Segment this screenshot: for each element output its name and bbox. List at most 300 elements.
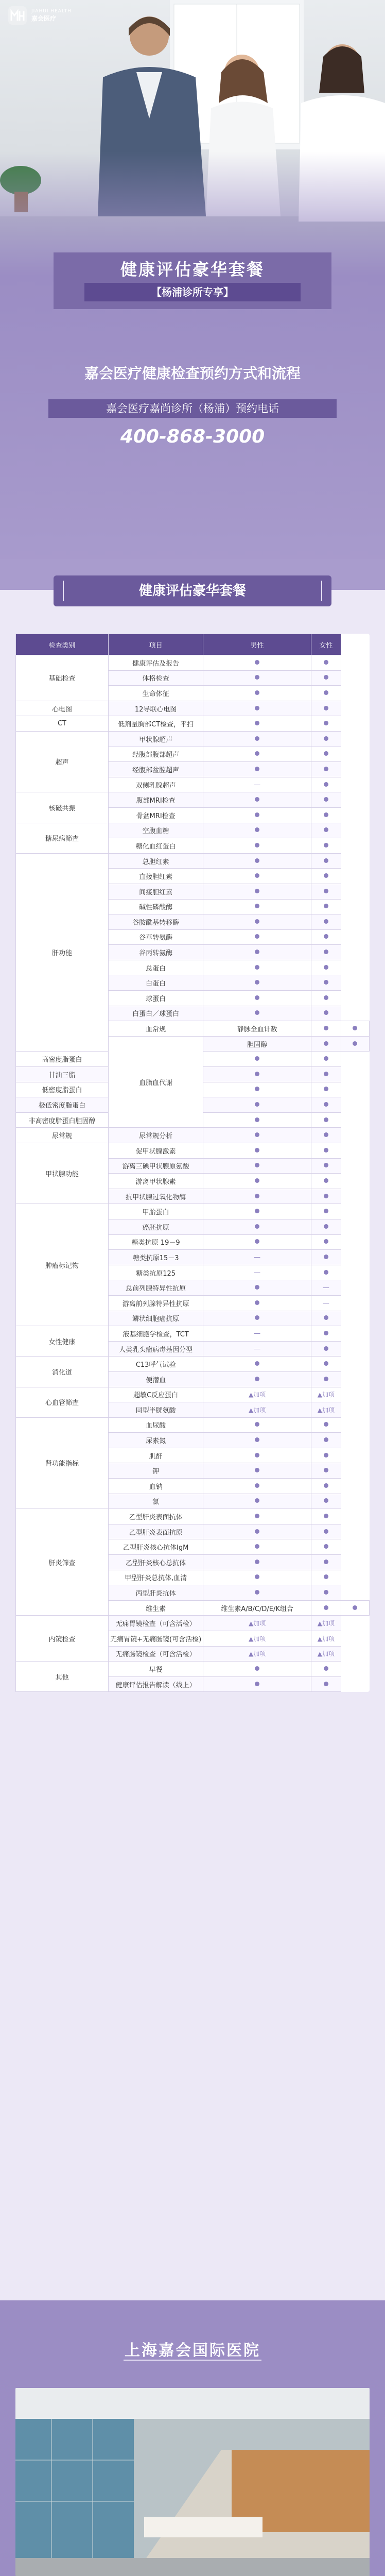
included-dot-icon	[324, 1666, 328, 1671]
table-row	[16, 731, 370, 747]
item-cell: 体格检查	[108, 670, 203, 686]
included-dot-icon	[324, 1437, 328, 1442]
item-cell: 早餐	[108, 1662, 203, 1677]
item-cell: 丙型肝炎抗体	[108, 1585, 203, 1601]
item-cell: 促甲状腺激素	[108, 1143, 203, 1159]
female-cell	[311, 1631, 341, 1647]
included-dot-icon	[324, 1346, 328, 1351]
item-cell: 抗甲状腺过氧化物酶	[108, 1189, 203, 1204]
female-cell	[311, 731, 341, 747]
item-cell: 乙型肝炎表面抗原	[108, 1524, 203, 1539]
item-cell: 经腹部盆腔超声	[108, 762, 203, 777]
included-dot-icon	[255, 1453, 259, 1458]
included-dot-icon	[324, 1270, 328, 1275]
category-cell: 维生素	[108, 1600, 203, 1616]
female-cell	[311, 1570, 341, 1585]
included-dot-icon	[324, 1010, 328, 1015]
category-cell: 肝功能	[16, 853, 109, 1052]
item-cell: 游离前列腺特异性抗原	[108, 1295, 203, 1311]
item-cell: 低剂量胸部CT检查，平扫	[108, 716, 203, 732]
item-cell: 无痛肠镜检查（可含活检）	[108, 1646, 203, 1662]
item-cell: 空腹血糖	[108, 823, 203, 838]
included-dot-icon	[324, 1453, 328, 1458]
male-cell	[203, 838, 311, 854]
category-cell: 血脂血代谢	[108, 1036, 203, 1128]
female-cell	[311, 1311, 341, 1326]
male-cell	[203, 1463, 311, 1479]
included-dot-icon	[255, 1529, 259, 1534]
male-cell	[203, 853, 311, 869]
included-dot-icon	[255, 1544, 259, 1549]
female-cell	[311, 1234, 341, 1250]
female-cell	[311, 914, 341, 930]
female-cell	[311, 1676, 341, 1692]
included-dot-icon	[255, 950, 259, 954]
included-dot-icon	[324, 1255, 328, 1259]
included-dot-icon	[324, 843, 328, 848]
included-dot-icon	[255, 1132, 259, 1137]
table-row	[16, 716, 370, 732]
male-cell	[203, 914, 311, 930]
male-cell	[203, 945, 311, 960]
male-cell	[203, 1676, 311, 1692]
female-cell	[311, 869, 341, 884]
male-cell	[203, 1433, 311, 1448]
header-item: 项目	[108, 634, 203, 655]
included-dot-icon	[324, 1117, 328, 1122]
male-cell	[203, 1341, 311, 1357]
included-dot-icon	[324, 782, 328, 787]
included-dot-icon	[324, 919, 328, 924]
not-included-dash-icon: —	[254, 1345, 261, 1353]
male-cell	[203, 747, 311, 762]
included-dot-icon	[324, 1041, 328, 1046]
included-dot-icon	[255, 995, 259, 1000]
included-dot-icon	[324, 751, 328, 756]
included-dot-icon	[255, 1300, 259, 1305]
item-cell: 健康评估报告解读（线上）	[108, 1676, 203, 1692]
package-table-body	[16, 655, 370, 1692]
included-dot-icon	[255, 1285, 259, 1290]
female-cell	[311, 1539, 341, 1555]
female-cell	[311, 1448, 341, 1463]
male-cell	[203, 1143, 311, 1159]
included-dot-icon	[324, 873, 328, 878]
male-cell	[203, 1280, 311, 1296]
female-cell	[311, 716, 341, 732]
male-cell	[203, 1417, 311, 1433]
included-dot-icon	[255, 721, 259, 725]
female-cell	[311, 777, 341, 792]
included-dot-icon	[324, 889, 328, 893]
item-cell: 无痛胃镜检查（可含活检）	[108, 1616, 203, 1631]
not-included-dash-icon: —	[322, 1299, 329, 1307]
included-dot-icon	[255, 1178, 259, 1183]
male-cell	[203, 1585, 311, 1601]
male-cell	[203, 1539, 311, 1555]
item-cell: 氯	[108, 1494, 203, 1509]
female-cell	[311, 747, 341, 762]
male-cell	[203, 686, 311, 701]
included-dot-icon	[324, 706, 328, 710]
not-included-dash-icon: —	[254, 1329, 261, 1337]
female-cell	[311, 1662, 341, 1677]
included-dot-icon	[255, 736, 259, 741]
item-cell: 游离三碘甲状腺原氨酸	[108, 1158, 203, 1174]
item-cell: 经腹部腹部超声	[108, 747, 203, 762]
male-cell	[203, 1189, 311, 1204]
female-cell	[311, 1585, 341, 1601]
included-dot-icon	[324, 1483, 328, 1488]
female-cell	[311, 762, 341, 777]
category-cell: 肝炎筛查	[16, 1509, 109, 1616]
included-dot-icon	[255, 1209, 259, 1213]
hospital-photo-lobby	[15, 2388, 370, 2576]
table-row	[16, 1128, 370, 1143]
included-dot-icon	[324, 675, 328, 680]
included-dot-icon	[324, 1498, 328, 1503]
male-cell	[203, 975, 311, 991]
category-cell: CT	[16, 716, 109, 732]
item-cell: 人类乳头瘤病毒基因分型	[108, 1341, 203, 1357]
included-dot-icon	[255, 1590, 259, 1595]
category-cell: 女性健康	[16, 1326, 109, 1357]
add-on-label: ▲加项	[248, 1406, 266, 1414]
item-cell: 骨盆MRI检查	[108, 807, 203, 823]
included-dot-icon	[324, 721, 328, 725]
included-dot-icon	[324, 934, 328, 939]
male-cell	[203, 1402, 311, 1418]
item-cell: 双侧乳腺超声	[108, 777, 203, 792]
female-cell	[311, 1646, 341, 1662]
included-dot-icon	[255, 1361, 259, 1366]
not-included-dash-icon: —	[254, 781, 261, 789]
female-cell	[311, 991, 341, 1006]
table-row	[16, 1616, 370, 1631]
female-cell	[311, 1280, 341, 1296]
item-cell: 尿常规分析	[108, 1128, 203, 1143]
not-included-dash-icon: —	[254, 1268, 261, 1277]
included-dot-icon	[255, 1010, 259, 1015]
included-dot-icon	[324, 1072, 328, 1076]
included-dot-icon	[324, 1163, 328, 1167]
item-cell: 总蛋白	[108, 960, 203, 975]
female-cell	[311, 1082, 341, 1097]
add-on-label: ▲加项	[317, 1635, 335, 1642]
male-cell	[203, 777, 311, 792]
male-cell	[203, 1357, 311, 1372]
male-cell	[203, 823, 311, 838]
header-category: 检查类别	[16, 634, 109, 655]
male-cell	[203, 1250, 311, 1265]
item-cell: 维生素A/B/C/D/E/K组合	[203, 1600, 311, 1616]
category-cell: 血常规	[108, 1021, 203, 1037]
hero-title: 健康评估豪华套餐	[120, 260, 265, 279]
category-cell: 超声	[16, 731, 109, 792]
item-cell: 甘油三脂	[16, 1067, 109, 1082]
male-cell	[203, 1097, 311, 1113]
male-cell	[203, 899, 311, 914]
category-cell: 肾功能指标	[16, 1417, 109, 1509]
table-row	[16, 1326, 370, 1342]
item-cell: 白蛋白／球蛋白	[108, 1006, 203, 1021]
item-cell: 12导联心电图	[108, 701, 203, 716]
included-dot-icon	[255, 1422, 259, 1427]
item-cell: 乙型肝炎核心总抗体	[108, 1555, 203, 1570]
included-dot-icon	[324, 1422, 328, 1427]
female-cell	[311, 884, 341, 899]
female-cell	[311, 1143, 341, 1159]
item-cell: 甲胎蛋白	[108, 1204, 203, 1219]
booking-heading: 嘉会医疗健康检查预约方式和流程	[84, 365, 301, 382]
included-dot-icon	[255, 1498, 259, 1503]
male-cell	[203, 1570, 311, 1585]
table-row	[16, 823, 370, 838]
female-cell	[311, 1052, 341, 1067]
included-dot-icon	[255, 934, 259, 939]
male-cell	[203, 1067, 311, 1082]
female-cell	[311, 1341, 341, 1357]
included-dot-icon	[324, 1239, 328, 1244]
male-cell	[203, 1509, 311, 1524]
booking-line: 嘉会医疗嘉尚诊所（杨浦）预约电话	[48, 399, 337, 418]
male-cell	[203, 1158, 311, 1174]
female-cell	[311, 823, 341, 838]
included-dot-icon	[255, 1163, 259, 1167]
item-cell: 游离甲状腺素	[108, 1174, 203, 1189]
item-cell: 总前列腺特异性抗原	[108, 1280, 203, 1296]
logo-en: JIAHUI HEALTH	[31, 8, 72, 14]
item-cell: 糖类抗原15－3	[108, 1250, 203, 1265]
included-dot-icon	[324, 858, 328, 863]
table-row	[16, 1509, 370, 1524]
item-cell: 无痛胃镜+无痛肠镜(可含活检)	[108, 1631, 203, 1647]
male-cell	[203, 1204, 311, 1219]
item-cell: 低密度脂蛋白	[16, 1082, 109, 1097]
female-cell	[311, 1326, 341, 1342]
item-cell: 血钠	[108, 1479, 203, 1494]
booking-phone[interactable]: 400-868-3000	[120, 426, 265, 447]
package-table	[15, 634, 370, 1692]
female-cell	[311, 807, 341, 823]
female-cell	[311, 1295, 341, 1311]
female-cell	[311, 1479, 341, 1494]
item-cell: 直接胆红素	[108, 869, 203, 884]
male-cell	[203, 1448, 311, 1463]
included-dot-icon	[324, 1331, 328, 1335]
male-cell	[203, 1128, 311, 1143]
category-cell: 尿常规	[16, 1128, 109, 1143]
included-dot-icon	[324, 1468, 328, 1472]
included-dot-icon	[255, 904, 259, 908]
category-cell: 核磁共振	[16, 792, 109, 823]
female-cell	[311, 670, 341, 686]
category-cell: 心电图	[16, 701, 109, 716]
item-cell: 超敏C反应蛋白	[108, 1387, 203, 1402]
female-cell	[311, 1555, 341, 1570]
included-dot-icon	[324, 1056, 328, 1061]
female-cell	[311, 1174, 341, 1189]
included-dot-icon	[255, 1377, 259, 1381]
table-row	[16, 1357, 370, 1372]
female-cell	[311, 1433, 341, 1448]
female-cell	[311, 1006, 341, 1021]
table-row	[16, 1387, 370, 1402]
male-cell	[203, 731, 311, 747]
male-cell	[311, 1600, 341, 1616]
table-header-row	[16, 634, 370, 655]
male-cell	[203, 1631, 311, 1647]
female-cell	[311, 1371, 341, 1387]
table-row	[16, 1204, 370, 1219]
included-dot-icon	[255, 1072, 259, 1076]
table-row	[16, 1417, 370, 1433]
included-dot-icon	[353, 1041, 357, 1046]
category-cell: 内镜检查	[16, 1616, 109, 1662]
package-table-wrap	[15, 634, 370, 1692]
item-cell: 钾	[108, 1463, 203, 1479]
category-cell: 甲状腺功能	[16, 1143, 109, 1204]
included-dot-icon	[255, 1514, 259, 1518]
included-dot-icon	[324, 1026, 328, 1030]
male-cell	[203, 1616, 311, 1631]
table-row	[16, 1662, 370, 1677]
male-cell	[203, 1006, 311, 1021]
category-cell: 心血管筛查	[16, 1387, 109, 1417]
included-dot-icon	[255, 767, 259, 771]
included-dot-icon	[255, 1574, 259, 1579]
item-cell: 乙型肝炎核心抗体IgM	[108, 1539, 203, 1555]
female-cell	[311, 929, 341, 945]
male-cell	[203, 929, 311, 945]
item-cell: 生命体征	[108, 686, 203, 701]
item-cell: 谷丙转氨酶	[108, 945, 203, 960]
included-dot-icon	[255, 1056, 259, 1061]
included-dot-icon	[255, 1224, 259, 1229]
female-cell	[311, 945, 341, 960]
included-dot-icon	[324, 736, 328, 741]
male-cell	[203, 884, 311, 899]
included-dot-icon	[324, 690, 328, 695]
male-cell	[203, 1311, 311, 1326]
item-cell: 白蛋白	[108, 975, 203, 991]
item-cell: 液基细胞学检查，TCT	[108, 1326, 203, 1342]
appointment-band	[0, 260, 385, 590]
included-dot-icon	[324, 1102, 328, 1107]
add-on-label: ▲加项	[248, 1391, 266, 1399]
item-cell: 腹部MRI检查	[108, 792, 203, 808]
included-dot-icon	[255, 1682, 259, 1686]
male-cell	[203, 716, 311, 732]
male-cell	[203, 1646, 311, 1662]
female-cell	[311, 1250, 341, 1265]
included-dot-icon	[255, 1666, 259, 1671]
male-cell	[203, 1479, 311, 1494]
table-row	[16, 701, 370, 716]
table-row	[16, 1143, 370, 1159]
category-cell: 其他	[16, 1662, 109, 1692]
male-cell	[203, 807, 311, 823]
included-dot-icon	[255, 873, 259, 878]
item-cell: 鳞状细胞癌抗原	[108, 1311, 203, 1326]
female-cell	[311, 1067, 341, 1082]
category-cell: 基础检查	[16, 655, 109, 701]
item-cell: 甲型肝炎总抗体,血清	[108, 1570, 203, 1585]
male-cell	[311, 1036, 341, 1052]
add-on-label: ▲加项	[248, 1650, 266, 1658]
item-cell: 同型半胱氨酸	[108, 1402, 203, 1418]
included-dot-icon	[324, 1148, 328, 1153]
male-cell	[203, 762, 311, 777]
female-cell	[311, 1189, 341, 1204]
item-cell: 谷草转氨酶	[108, 929, 203, 945]
included-dot-icon	[324, 1132, 328, 1137]
item-cell: 甲状腺超声	[108, 731, 203, 747]
female-cell	[311, 1417, 341, 1433]
hero-subtitle: 【杨浦诊所专享】	[84, 283, 301, 301]
included-dot-icon	[255, 1560, 259, 1564]
included-dot-icon	[324, 995, 328, 1000]
female-cell	[311, 792, 341, 808]
male-cell	[203, 1387, 311, 1402]
included-dot-icon	[255, 980, 259, 985]
female-cell	[311, 1402, 341, 1418]
not-included-dash-icon: —	[322, 1284, 329, 1292]
male-cell	[203, 869, 311, 884]
included-dot-icon	[324, 660, 328, 665]
included-dot-icon	[324, 1361, 328, 1366]
item-cell: 静脉全血计数	[203, 1021, 311, 1037]
male-cell	[203, 1524, 311, 1539]
female-cell	[311, 1494, 341, 1509]
brand-logo-icon	[7, 5, 28, 26]
item-cell: 糖类抗原125	[108, 1265, 203, 1280]
female-cell	[311, 838, 341, 854]
included-dot-icon	[324, 950, 328, 954]
male-cell	[203, 1326, 311, 1342]
female-cell	[311, 701, 341, 716]
included-dot-icon	[255, 1194, 259, 1198]
item-cell: 肌酐	[108, 1448, 203, 1463]
category-cell: 消化道	[16, 1357, 109, 1387]
female-cell	[311, 1219, 341, 1234]
included-dot-icon	[255, 843, 259, 848]
add-on-label: ▲加项	[248, 1620, 266, 1628]
female-cell	[311, 1357, 341, 1372]
included-dot-icon	[324, 1682, 328, 1686]
female-cell	[311, 1112, 341, 1128]
logo-cn: 嘉会医疗	[31, 14, 57, 22]
included-dot-icon	[324, 1574, 328, 1579]
included-dot-icon	[324, 827, 328, 832]
male-cell	[203, 1555, 311, 1570]
hero-banner	[0, 0, 385, 276]
included-dot-icon	[255, 1437, 259, 1442]
female-cell	[311, 1524, 341, 1539]
add-on-label: ▲加项	[317, 1391, 335, 1399]
included-dot-icon	[324, 965, 328, 970]
included-dot-icon	[324, 1529, 328, 1534]
included-dot-icon	[324, 1224, 328, 1229]
female-cell	[311, 853, 341, 869]
female-cell	[311, 1097, 341, 1113]
included-dot-icon	[255, 690, 259, 695]
header-male: 男性	[203, 634, 311, 655]
male-cell	[203, 1174, 311, 1189]
hospital-title: 上海嘉会国际医院	[125, 2342, 260, 2360]
item-cell: 糖化血红蛋白	[108, 838, 203, 854]
included-dot-icon	[255, 858, 259, 863]
